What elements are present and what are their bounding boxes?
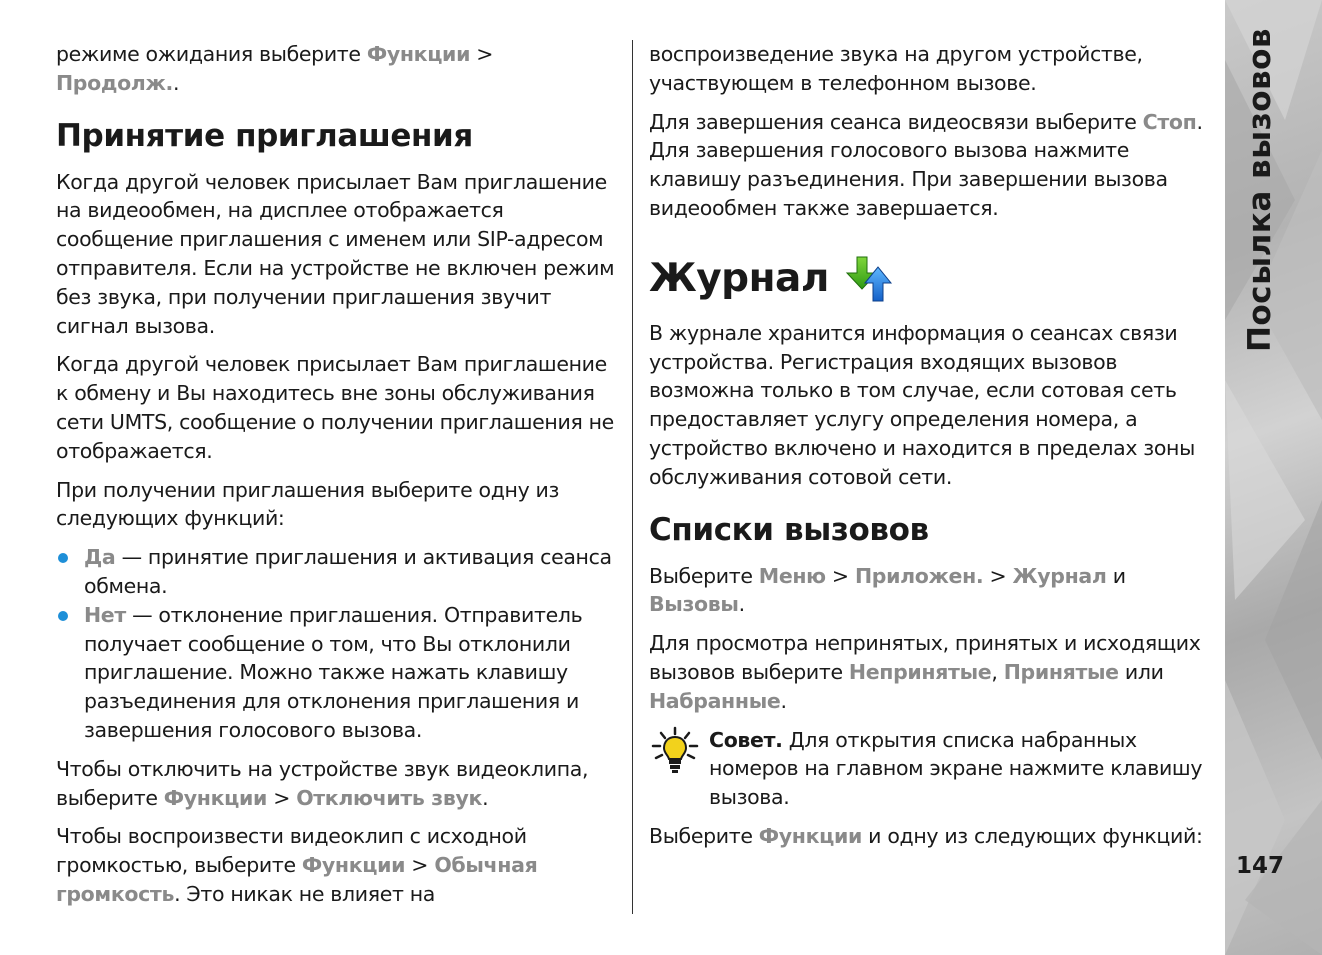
invitation-options-list — [56, 543, 618, 745]
chapter-title: Посылка вызовов — [1242, 27, 1278, 353]
menu-item-functions: Функции — [758, 823, 863, 848]
menu-item-applications: Приложен. — [854, 563, 984, 588]
paragraph-select-menu: Выберите Меню > Приложен. > Журнал и Вызовы. — [649, 563, 1126, 617]
menu-item-mute: Отключить звук — [296, 785, 483, 810]
menu-item-no: Нет — [84, 602, 126, 627]
menu-item-menu: Меню — [758, 563, 826, 588]
left-column — [56, 40, 618, 919]
menu-item-stop: Стоп — [1142, 109, 1197, 134]
menu-item-received: Принятые — [1003, 659, 1119, 684]
right-column — [649, 40, 1211, 861]
menu-item-functions: Функции — [366, 42, 471, 66]
menu-item-journal: Журнал — [1012, 563, 1107, 588]
heading-accept-invitation: Принятие приглашения — [56, 117, 473, 154]
menu-item-continue: Продолж. — [56, 70, 173, 95]
page-number: 147 — [1236, 853, 1285, 879]
paragraph-choose-function: При получении приглашения выберите одну из следующих функций: — [56, 477, 560, 531]
heading-journal: Журнал — [649, 253, 1211, 305]
paragraph-invitation-display: Когда другой человек присылает Вам приглашение на видеообмен, на дисплее отображается сообщение приглашения с именем или SIP-адресом отправителя. Если на устройстве не включен режим без звука, при получении приглашения звучит сигнал вызова. — [56, 169, 615, 338]
menu-item-yes: Да — [84, 545, 116, 570]
menu-item-dialled: Набранные — [649, 688, 781, 713]
menu-item-functions: Функции — [163, 785, 268, 810]
list-item: Нет — отклонение приглашения. Отправитель получает сообщение о том, что Вы отклонили приглашение. Можно также нажать клавишу разъединения для отклонения приглашения и завершения голосового вызова. — [56, 601, 618, 745]
lightbulb-icon — [649, 726, 701, 774]
paragraph-continued: режиме ожидания выберите Функции > Продолж.. — [56, 42, 494, 95]
menu-item-missed: Непринятые — [848, 659, 992, 684]
menu-item-functions: Функции — [301, 853, 406, 878]
paragraph-journal-info: В журнале хранится информация о сеансах связи устройства. Регистрация входящих вызовов возможна только в том случае, если сотовая сеть предоставляет услугу определения номера, а устройство включено и находится в пределах зоны обслуживания сотовой сети. — [649, 320, 1195, 489]
paragraph-continuation: воспроизведение звука на другом устройстве, участвующем в телефонном вызове. — [649, 42, 1143, 95]
journal-arrows-icon — [845, 255, 897, 303]
tip-text: Совет. Для открытия списка набранных номеров на главном экране нажмите клавишу вызова. — [709, 727, 1203, 810]
paragraph-select-functions: Выберите Функции и одну из следующих функций: — [649, 823, 1203, 848]
paragraph-normal-volume: Чтобы воспроизвести видеоклип с исходной громкостью, выберите Функции > Обычная громкость. Это никак не влияет на — [56, 824, 538, 906]
paragraph-view-calls: Для просмотра непринятых, принятых и исходящих вызовов выберите Непринятые, Принятые или Набранные. — [649, 631, 1201, 713]
heading-call-lists: Списки вызовов — [649, 511, 929, 548]
tip-block — [649, 726, 1211, 812]
menu-item-normal-volume: Обычная громкость — [56, 853, 538, 906]
paragraph-out-of-umts: Когда другой человек присылает Вам приглашение к обмену и Вы находитесь вне зоны обслуживания сети UMTS, сообщение о получении приглашения не отображается. — [56, 352, 614, 463]
bullet-icon — [58, 553, 68, 563]
menu-item-calls: Вызовы — [649, 592, 739, 617]
paragraph-mute-video: Чтобы отключить на устройстве звук видеоклипа, выберите Функции > Отключить звук. — [56, 756, 589, 810]
column-divider — [632, 40, 633, 914]
tip-label: Совет. — [709, 727, 783, 752]
list-item: Да — принятие приглашения и активация сеанса обмена. — [56, 543, 618, 601]
paragraph-end-session: Для завершения сеанса видеосвязи выберите Стоп. Для завершения голосового вызова нажмите клавишу разъединения. При завершении вызова видеообмен также завершается. — [649, 109, 1203, 220]
bullet-icon — [58, 611, 68, 621]
